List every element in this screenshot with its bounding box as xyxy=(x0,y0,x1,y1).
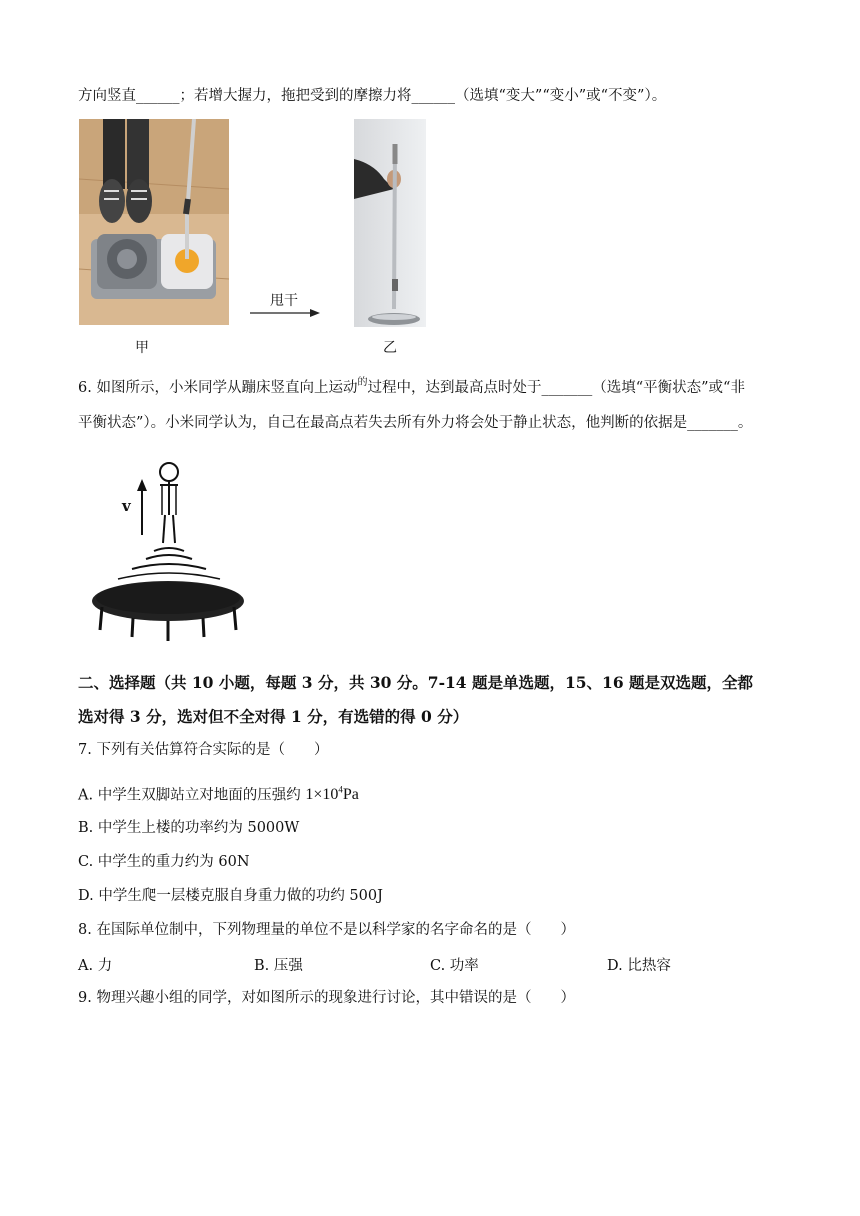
q7-option-c: C. 中学生的重力约为 60N xyxy=(78,854,250,870)
right-arrow-icon xyxy=(250,304,322,316)
q8-option-c: C. 功率 xyxy=(430,958,479,974)
q7-option-a-math-exp: 4 xyxy=(338,785,343,795)
q7-option-a xyxy=(78,780,359,805)
q7-option-b: B. 中学生上楼的功率约为 5000W xyxy=(78,820,300,836)
trampoline-figure xyxy=(88,455,248,645)
q6-line2: 平衡状态”）。小米同学认为，自己在最高点若失去所有外力将会处于静止状态，他判断的依据是_______。 xyxy=(78,415,753,431)
q5-line-end: 方向竖直______；若增大握力，拖把受到的摩擦力将______（选填“变大”“变小”或“不变”）。 xyxy=(78,88,667,104)
arrow-label: 甩干 xyxy=(270,293,298,309)
figure-label-yi: 乙 xyxy=(383,340,397,356)
section2-heading-line1: 二、选择题（共 10 小题，每题 3 分，共 30 分。7-14 题是单选题，15、16 题是双选题，全都 xyxy=(78,673,754,692)
q6-line1-part-b: 过程中，达到最高点时处于_______（选填“平衡状态”或“非 xyxy=(367,380,745,396)
mop-bucket-photo xyxy=(79,119,229,325)
q9-stem: 9. 物理兴趣小组的同学，对如图所示的现象进行讨论，其中错误的是（ ） xyxy=(78,990,575,1006)
q8-option-a: A. 力 xyxy=(78,958,113,974)
q7-option-a-math-base: 1×10 xyxy=(305,786,339,804)
q7-option-d: D. 中学生爬一层楼克服自身重力做的功约 500J xyxy=(78,888,383,904)
figure-label-jia: 甲 xyxy=(135,340,149,356)
q8-option-d: D. 比热容 xyxy=(607,958,671,974)
q6-line1-part-a: 6. 如图所示，小米同学从蹦床竖直向上运动 xyxy=(78,380,358,396)
q8-option-b: B. 压强 xyxy=(254,958,303,974)
q7-stem: 7. 下列有关估算符合实际的是（ ） xyxy=(78,742,329,758)
q8-stem: 8. 在国际单位制中，下列物理量的单位不是以科学家的名字命名的是（ ） xyxy=(78,922,575,938)
section2-heading-line2: 选对得 3 分，选对但不全对得 1 分，有选错的得 0 分） xyxy=(78,707,469,726)
q6-line1 xyxy=(78,378,745,400)
q6-line1-sup: 的 xyxy=(357,377,368,388)
velocity-label: v xyxy=(122,497,131,515)
mop-held-photo xyxy=(354,119,426,327)
q7-option-a-math-unit: Pa xyxy=(342,786,359,804)
q7-option-a-text: A. 中学生双脚站立对地面的压强约 xyxy=(78,787,301,804)
